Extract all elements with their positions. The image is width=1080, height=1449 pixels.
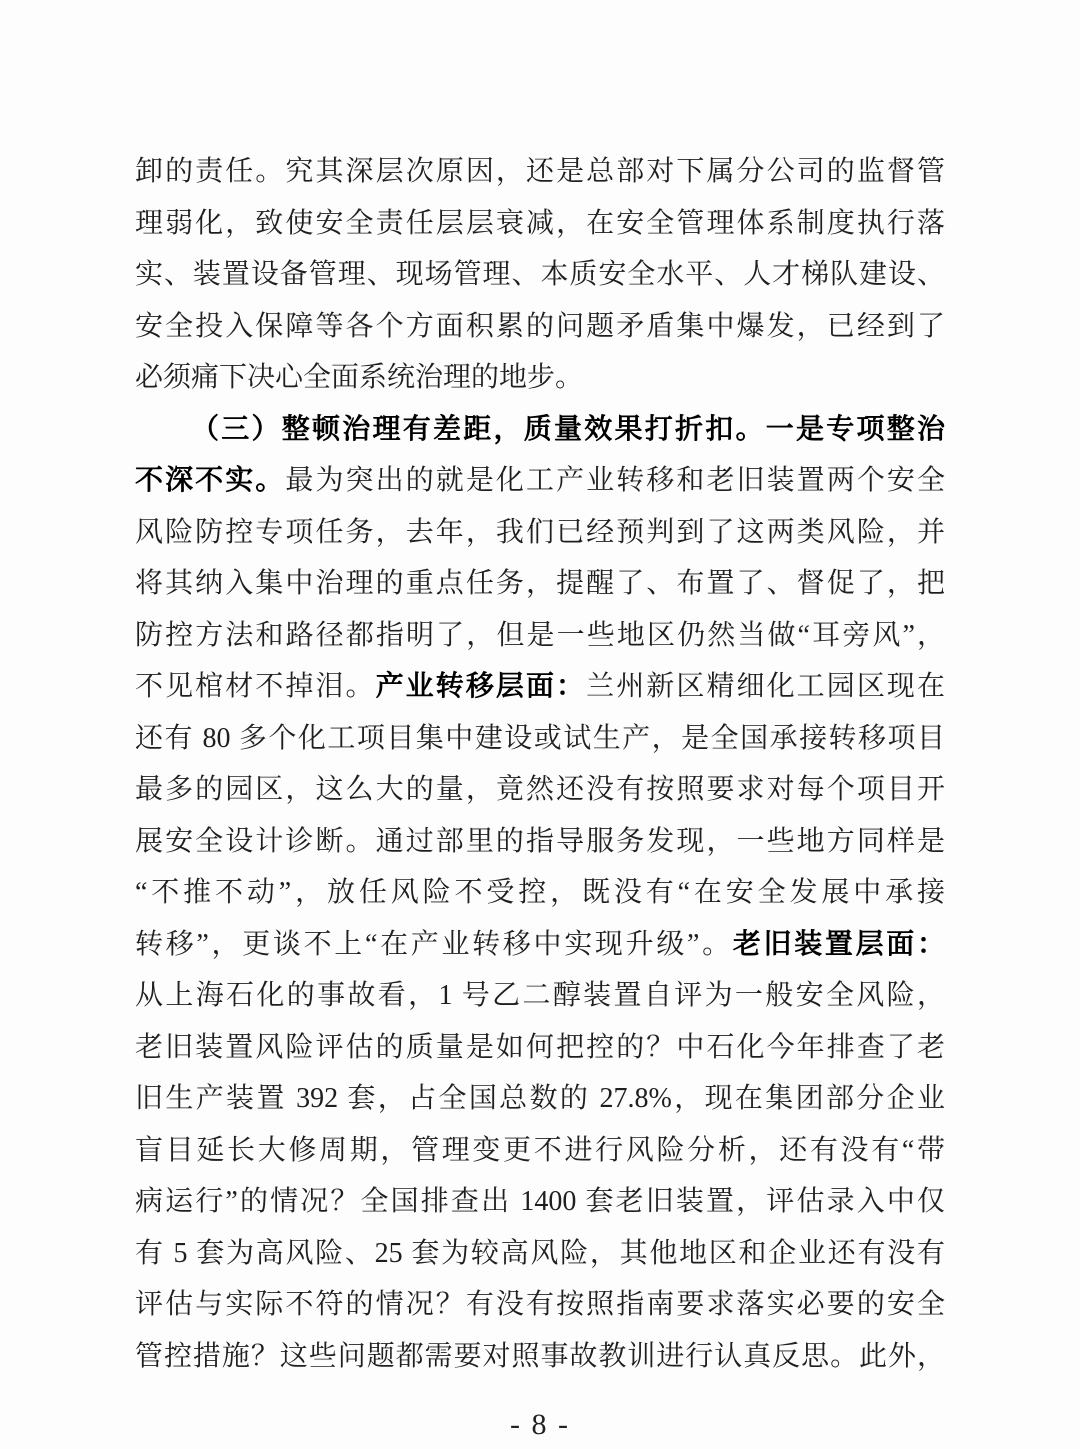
text-segment: 评估与实际不符的情况？有没有按照指南要求落实必要的安全 — [135, 1289, 945, 1320]
text-line — [135, 610, 945, 662]
text-line — [135, 352, 945, 404]
text-segment: 卸的责任。究其深层次原因，还是总部对下属分公司的监督管 — [135, 156, 945, 187]
text-segment: 盲目延长大修周期，管理变更不进行风险分析，还有没有“带 — [135, 1134, 945, 1166]
text-segment: 必须痛下决心全面系统治理的地步。 — [135, 362, 584, 393]
text-line — [135, 764, 945, 816]
text-segment: 兰州新区精细化工园区现在 — [586, 671, 945, 702]
bold-text-segment: 老旧装置层面： — [732, 928, 945, 960]
text-segment: 还有 80 多个化工项目集中建设或试生产，是全国承接转移项目 — [135, 722, 945, 754]
text-line — [135, 558, 945, 610]
text-segment: 病运行”的情况？全国排查出 1400 套老旧装置，评估录入中仅 — [135, 1186, 945, 1217]
text-line — [135, 1022, 945, 1074]
text-line — [135, 146, 945, 198]
text-segment: 最多的园区，这么大的量，竟然还没有按照要求对每个项目开 — [135, 774, 945, 805]
text-line — [135, 713, 945, 765]
bold-text-segment: 产业转移层面： — [375, 671, 587, 702]
text-line — [135, 919, 945, 971]
text-line — [135, 507, 945, 559]
text-line — [135, 661, 945, 713]
text-line — [135, 970, 945, 1022]
text-segment: 风险防控专项任务，去年，我们已经预判到了这两类风险，并 — [135, 516, 945, 548]
text-line — [135, 1279, 945, 1331]
text-segment: 旧生产装置 392 套，占全国总数的 27.8%，现在集团部分企业 — [135, 1083, 945, 1114]
page-number: - 8 - — [510, 1408, 570, 1441]
text-segment: 防控方法和路径都指明了，但是一些地区仍然当做“耳旁风”， — [135, 619, 945, 651]
text-line — [135, 1176, 945, 1228]
text-segment: “不推不动”，放任风险不受控，既没有“在安全发展中承接 — [135, 877, 945, 908]
text-line — [135, 1228, 945, 1280]
text-segment: 最为突出的就是化工产业转移和老旧装置两个安全 — [285, 465, 945, 496]
text-line-section-heading — [135, 404, 945, 456]
document-body — [135, 146, 945, 1382]
text-segment: 实、装置设备管理、现场管理、本质安全水平、人才梯队建设、 — [135, 259, 945, 290]
text-line — [135, 816, 945, 868]
text-segment: 安全投入保障等各个方面积累的问题矛盾集中爆发，已经到了 — [135, 310, 945, 342]
text-line — [135, 301, 945, 353]
text-line — [135, 1331, 945, 1383]
text-line — [135, 1073, 945, 1125]
text-segment: 有 5 套为高风险、25 套为较高风险，其他地区和企业还有没有 — [135, 1237, 945, 1269]
text-segment: 老旧装置风险评估的质量是如何把控的？中石化今年排查了老 — [135, 1031, 945, 1063]
text-segment: 从上海石化的事故看，1 号乙二醇装置自评为一般安全风险， — [135, 980, 945, 1011]
text-segment: 不见棺材不掉泪。 — [135, 671, 376, 702]
text-segment: 转移”，更谈不上“在产业转移中实现升级”。 — [135, 928, 733, 960]
bold-text-segment: （三）整顿治理有差距，质量效果打折扣。一是专项整治 — [191, 413, 945, 445]
text-segment: 管控措施？这些问题都需要对照事故教训进行认真反思。此外， — [135, 1340, 945, 1372]
text-segment: 理弱化，致使安全责任层层衰减，在安全管理体系制度执行落 — [135, 207, 945, 239]
text-line — [135, 1125, 945, 1177]
text-line — [135, 249, 945, 301]
text-segment: 展安全设计诊断。通过部里的指导服务发现，一些地方同样是 — [135, 825, 945, 857]
text-line — [135, 455, 945, 507]
text-line — [135, 198, 945, 250]
text-segment: 将其纳入集中治理的重点任务，提醒了、布置了、督促了，把 — [135, 568, 945, 599]
text-line — [135, 867, 945, 919]
bold-text-segment: 不深不实。 — [135, 465, 286, 496]
